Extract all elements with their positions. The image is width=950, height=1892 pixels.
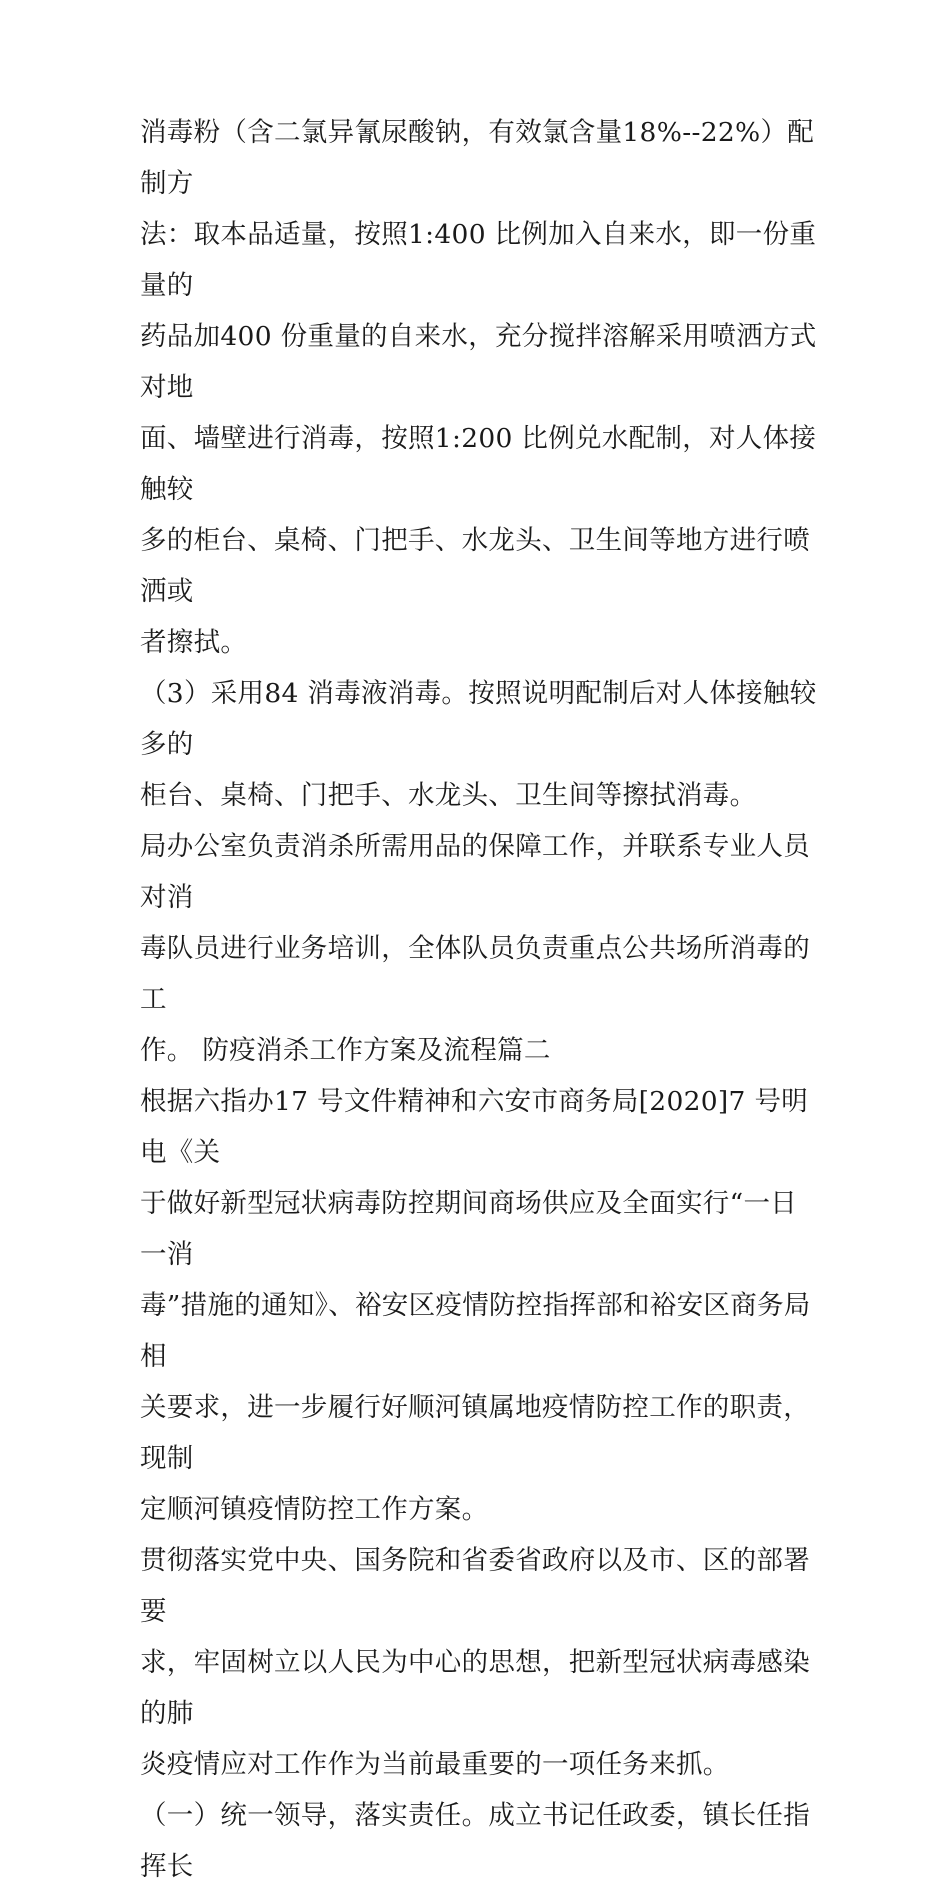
paragraph-office-responsibility: 局办公室负责消杀所需用品的保障工作，并联系专业人员对消 毒队员进行业务培训，全体队员负责重点公共场所消毒的工 作。 防疫消杀工作方案及流程篇二 bbox=[140, 831, 810, 1066]
paragraph-disinfectant-powder: 消毒粉（含二氯异氰尿酸钠，有效氯含量18%--22%）配制方 法：取本品适量，按照1:400 比例加入自来水，即一份重量的 药品加400 份重量的自来水，充分搅拌溶解采用喷洒方式对地 面、墙壁进行消毒，按照1:200 比例兑水配制，对人体接触较 多的柜台、桌椅、门把手、水龙头、卫生间等地方进行喷洒或 者擦拭。 bbox=[140, 117, 817, 658]
paragraph-84-disinfectant: （3）采用84 消毒液消毒。按照说明配制后对人体接触较多的 柜台、桌椅、门把手、水龙头、卫生间等擦拭消毒。 bbox=[140, 678, 817, 811]
paragraph-implement-deployment: 贯彻落实党中央、国务院和省委省政府以及市、区的部署要 求，牢固树立以人民为中心的思想，把新型冠状病毒感染的肺 炎疫情应对工作作为当前最重要的一项任务来抓。 bbox=[140, 1545, 810, 1780]
paragraph-unified-leadership: （一）统一领导，落实责任。成立书记任政委，镇长任指挥长 bbox=[140, 1800, 810, 1882]
paragraph-according-to-documents: 根据六指办17 号文件精神和六安市商务局[2020]7 号明电《关 于做好新型冠状病毒防控期间商场供应及全面实行“一日一消 毒”措施的通知》、裕安区疫情防控指挥部和裕安区商务局相 关要求，进一步履行好顺河镇属地疫情防控工作的职责，现制 定顺河镇疫情防控工作方案。 bbox=[140, 1086, 811, 1525]
document-body bbox=[140, 107, 820, 1892]
